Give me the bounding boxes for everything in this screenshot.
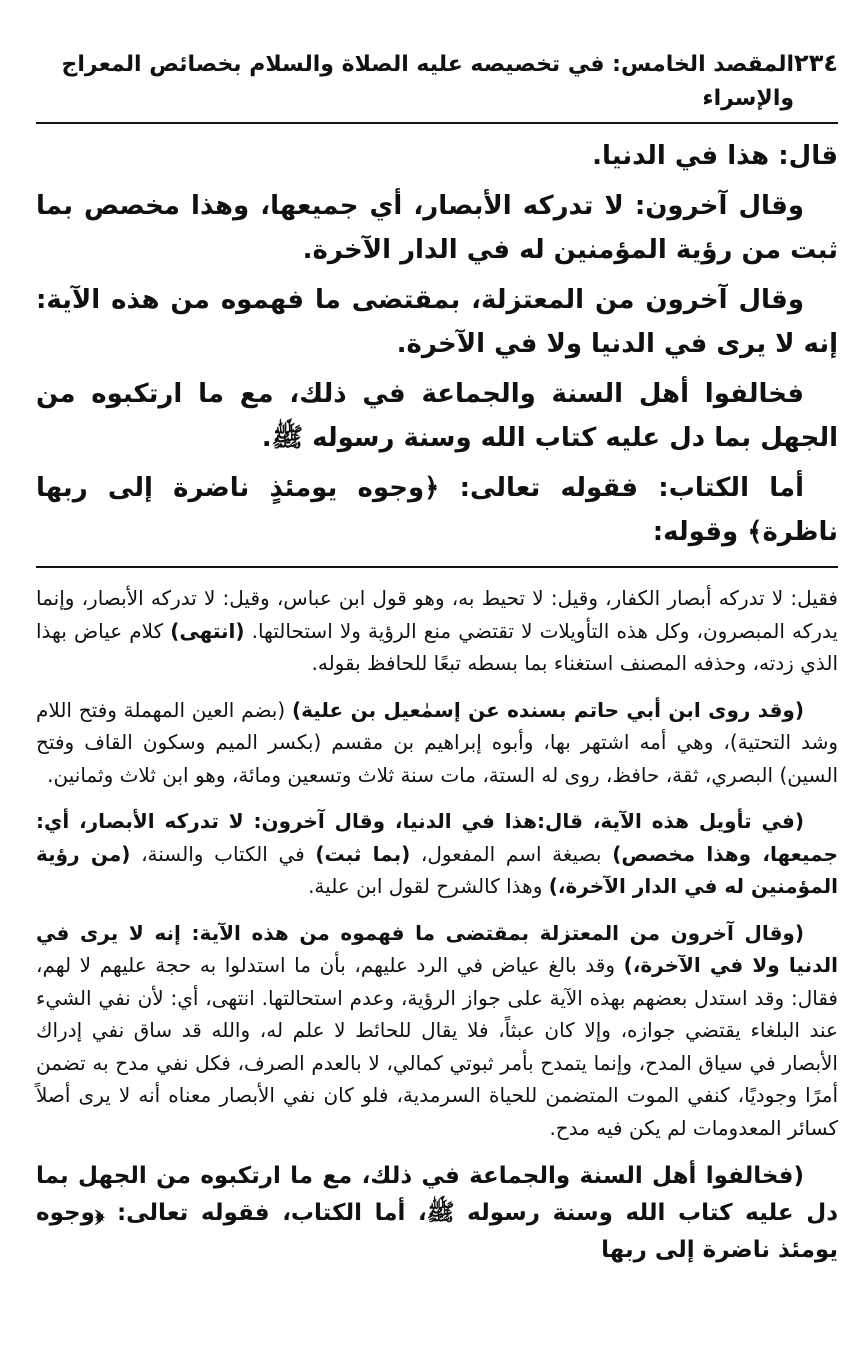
commentary-paragraph xyxy=(36,917,838,1145)
quran-verse: ﴿وجوه يومئذٍ ناضرة إلى ربها ناظرة﴾ xyxy=(36,473,838,547)
commentary-text xyxy=(36,582,838,1269)
commentary-bold-segment: (وقد روى ابن أبي حاتم بسنده عن إسمٰعيل بن علية) xyxy=(291,697,804,722)
page-header xyxy=(36,46,838,124)
commentary-segment: وهذا كالشرح لقول ابن علية. xyxy=(308,874,549,898)
book-page xyxy=(36,46,838,1283)
commentary-segment: في الكتاب والسنة، xyxy=(130,841,316,866)
main-paragraph: فخالفوا أهل السنة والجماعة في ذلك، مع ما ارتكبوه من الجهل بما دل عليه كتاب الله وسنة رسوله ﷺ. xyxy=(36,379,838,453)
commentary-paragraph xyxy=(36,582,838,680)
commentary-bold-segment: (في تأويل هذه الآية، قال:هذا في الدنيا، وقال آخرون: لا تدركه الأبصار، أي: جميعها، وهذا مخصص) xyxy=(36,809,838,866)
commentary-segment: (بضم العين المهملة وفتح اللام وشد التحتية)، وهي أمه اشتهر بها، وأبوه إبراهيم بن مقسم (بكسر الميم وسكون القاف وفتح السين) البصري، ثقة، حافظ، روى له الستة، مات سنة ثلاث وتسعين ومائة، وهو ابن ثلاث وثمانين. xyxy=(36,697,838,787)
main-paragraph: وقال آخرون من المعتزلة، بمقتضى ما فهموه من هذه الآية: إنه لا يرى في الدنيا ولا في الآخرة. xyxy=(36,285,838,359)
commentary-segment: بصيغة اسم المفعول، xyxy=(410,841,613,866)
running-title: المقصد الخامس: في تخصيصه عليه الصلاة والسلام بخصائص المعراج والإسراء xyxy=(61,52,795,111)
commentary-bold-segment: (انتهى) xyxy=(170,618,245,643)
commentary-paragraph: (فخالفوا أهل السنة والجماعة في ذلك، مع ما ارتكبوه من الجهل بما دل عليه كتاب الله وسنة رسوله ﷺ، أما الكتاب، فقوله تعالى: ﴿وجوه يومئذ ناضرة إلى ربها xyxy=(36,1163,838,1263)
commentary-segment: كلام عياض بهذا الذي زدته، وحذفه المصنف استغناء بما بسطه تبعًا للحافظ بقوله. xyxy=(36,618,838,675)
commentary-segment: فقيل: لا تدركه أبصار الكفار، وقيل: لا تحيط به، وهو قول ابن عباس، وقيل: لا تدركه الأبصار، وإنما يدركه المبصرون، وكل هذه التأويلات لا تقتضي منع الرؤية ولا استحالتها. xyxy=(36,586,839,643)
main-paragraph xyxy=(36,466,838,554)
main-text xyxy=(36,134,838,554)
commentary-paragraph xyxy=(36,694,838,792)
main-text-segment: وقوله: xyxy=(652,517,748,547)
footnote-divider xyxy=(36,566,838,568)
page-number: ٢٣٤ xyxy=(794,49,838,77)
main-text-segment: أما الكتاب: فقوله تعالى: xyxy=(439,473,804,503)
commentary-bold-segment: (وقال آخرون من المعتزلة بمقتضى ما فهموه من هذه الآية: إنه لا يرى في الدنيا ولا في الآخرة،) xyxy=(36,920,838,977)
main-paragraph: وقال آخرون: لا تدركه الأبصار، أي جميعها، وهذا مخصص بما ثبت من رؤية المؤمنين له في الدار الآخرة. xyxy=(36,191,838,265)
commentary-bold-segment: (من رؤية المؤمنين له في الدار الآخرة،) xyxy=(36,841,838,898)
commentary-segment: وقد بالغ عياض في الرد عليهم، بأن ما استدلوا به حجة عليهم لا لهم، فقال: وقد استدل بعضهم بهذه الآية على جواز الرؤية، وعدم استحالتها. انتهى، أي: لأن نفي الشيء عند البلغاء يقتضي جوازه، وإلا كان عبثاً، فلا يقال للحائط لا علم له، والله قد ساق نفي إدراك الأبصار في سياق المدح، وإنما يتمدح بأمر ثبوتي كمالي، لا بالعدم الصرف، فكل نفي مدح به تضمن أمرًا وجوديًا، كنفي الموت المتضمن للحياة السرمدية، فلو كان نفي الأبصار معناه أنه لا يرى أصلاً كسائر المعدومات لم يكن فيه مدح. xyxy=(36,953,838,1140)
commentary-paragraph xyxy=(36,805,838,903)
commentary-bold-segment: (بما ثبت) xyxy=(315,841,411,866)
main-paragraph: قال: هذا في الدنيا. xyxy=(592,141,838,171)
